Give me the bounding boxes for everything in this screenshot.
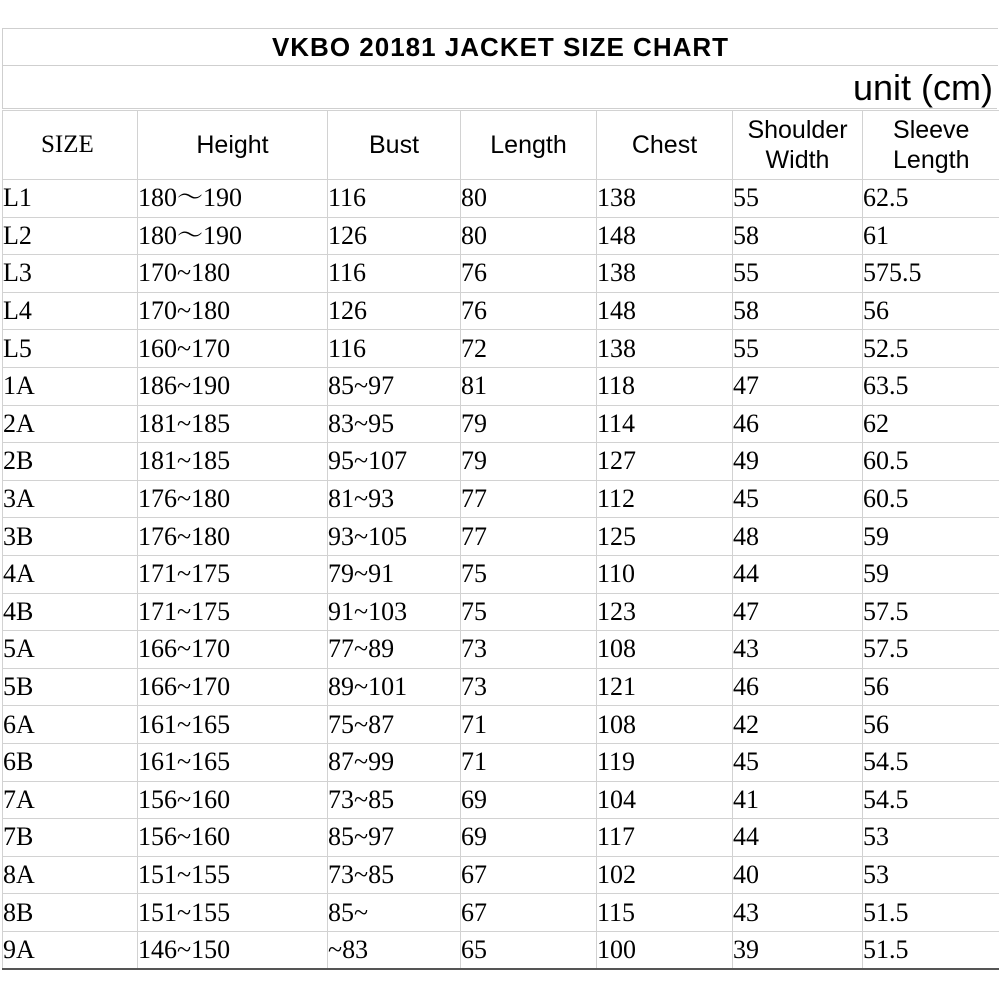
cell-height: 161~165 (138, 743, 328, 781)
cell-sleeve: 59 (863, 555, 999, 593)
table-row (3, 480, 999, 518)
cell-bust: 77~89 (328, 631, 461, 669)
cell-length: 76 (461, 292, 597, 330)
cell-sleeve: 54.5 (863, 781, 999, 819)
cell-length: 71 (461, 706, 597, 744)
cell-sleeve: 53 (863, 856, 999, 894)
cell-shoulder: 45 (733, 480, 863, 518)
size-table (2, 110, 999, 970)
cell-bust: 126 (328, 292, 461, 330)
cell-height: 151~155 (138, 856, 328, 894)
table-row (3, 631, 999, 669)
cell-sleeve: 60.5 (863, 443, 999, 481)
cell-shoulder: 45 (733, 743, 863, 781)
header-chest: Chest (597, 111, 733, 180)
cell-shoulder: 44 (733, 819, 863, 857)
table-row (3, 255, 999, 293)
cell-size: L2 (3, 217, 138, 255)
cell-size: 8A (3, 856, 138, 894)
cell-chest: 110 (597, 555, 733, 593)
cell-bust: 93~105 (328, 518, 461, 556)
cell-sleeve: 56 (863, 706, 999, 744)
cell-height: 160~170 (138, 330, 328, 368)
cell-size: 4B (3, 593, 138, 631)
cell-height: 166~170 (138, 631, 328, 669)
table-row (3, 856, 999, 894)
header-bust: Bust (328, 111, 461, 180)
cell-chest: 138 (597, 330, 733, 368)
cell-shoulder: 39 (733, 931, 863, 969)
cell-chest: 108 (597, 706, 733, 744)
cell-chest: 102 (597, 856, 733, 894)
unit-label (2, 65, 997, 109)
cell-height: 146~150 (138, 931, 328, 969)
table-row (3, 555, 999, 593)
cell-bust: 79~91 (328, 555, 461, 593)
cell-height: 151~155 (138, 894, 328, 932)
cell-length: 75 (461, 555, 597, 593)
cell-sleeve: 62 (863, 405, 999, 443)
cell-height: 176~180 (138, 518, 328, 556)
cell-bust: 126 (328, 217, 461, 255)
table-row (3, 367, 999, 405)
cell-shoulder: 40 (733, 856, 863, 894)
cell-shoulder: 46 (733, 405, 863, 443)
cell-chest: 118 (597, 367, 733, 405)
table-row (3, 781, 999, 819)
cell-sleeve: 56 (863, 292, 999, 330)
cell-sleeve: 57.5 (863, 631, 999, 669)
table-row (3, 593, 999, 631)
cell-length: 77 (461, 518, 597, 556)
cell-length: 77 (461, 480, 597, 518)
cell-bust: 89~101 (328, 668, 461, 706)
cell-length: 69 (461, 819, 597, 857)
cell-chest: 138 (597, 180, 733, 218)
table-row (3, 931, 999, 969)
cell-height: 161~165 (138, 706, 328, 744)
cell-size: 1A (3, 367, 138, 405)
cell-shoulder: 46 (733, 668, 863, 706)
cell-bust: 85~97 (328, 367, 461, 405)
table-body (3, 180, 999, 970)
table-row (3, 217, 999, 255)
chart-title: VKBO 20181 JACKET SIZE CHART (2, 28, 998, 66)
cell-length: 67 (461, 856, 597, 894)
cell-sleeve: 53 (863, 819, 999, 857)
cell-length: 72 (461, 330, 597, 368)
table-row (3, 443, 999, 481)
cell-length: 80 (461, 217, 597, 255)
cell-bust: 95~107 (328, 443, 461, 481)
cell-sleeve: 54.5 (863, 743, 999, 781)
cell-shoulder: 55 (733, 180, 863, 218)
cell-bust: ~83 (328, 931, 461, 969)
cell-shoulder: 47 (733, 367, 863, 405)
cell-length: 73 (461, 668, 597, 706)
cell-length: 67 (461, 894, 597, 932)
header-size: SIZE (3, 111, 138, 180)
cell-sleeve: 52.5 (863, 330, 999, 368)
cell-height: 181~185 (138, 443, 328, 481)
cell-size: 6A (3, 706, 138, 744)
header-length: Length (461, 111, 597, 180)
cell-size: 5B (3, 668, 138, 706)
cell-height: 186~190 (138, 367, 328, 405)
cell-shoulder: 49 (733, 443, 863, 481)
cell-chest: 125 (597, 518, 733, 556)
cell-size: L1 (3, 180, 138, 218)
cell-chest: 121 (597, 668, 733, 706)
cell-shoulder: 55 (733, 255, 863, 293)
cell-size: 4A (3, 555, 138, 593)
table-row (3, 706, 999, 744)
cell-size: 5A (3, 631, 138, 669)
cell-shoulder: 42 (733, 706, 863, 744)
cell-sleeve: 59 (863, 518, 999, 556)
cell-height: 170~180 (138, 292, 328, 330)
cell-length: 69 (461, 781, 597, 819)
cell-height: 171~175 (138, 555, 328, 593)
cell-size: L4 (3, 292, 138, 330)
cell-length: 75 (461, 593, 597, 631)
table-row (3, 743, 999, 781)
cell-height: 171~175 (138, 593, 328, 631)
cell-size: 7B (3, 819, 138, 857)
table-row (3, 405, 999, 443)
cell-chest: 108 (597, 631, 733, 669)
cell-height: 166~170 (138, 668, 328, 706)
cell-height: 180～190 (138, 217, 328, 255)
cell-bust: 87~99 (328, 743, 461, 781)
cell-sleeve: 57.5 (863, 593, 999, 631)
unit-text: unit (cm) (852, 67, 993, 108)
header-sleeve-length: Sleeve Length (863, 111, 999, 180)
cell-bust: 83~95 (328, 405, 461, 443)
cell-bust: 91~103 (328, 593, 461, 631)
cell-shoulder: 43 (733, 894, 863, 932)
cell-height: 156~160 (138, 819, 328, 857)
cell-size: 6B (3, 743, 138, 781)
cell-bust: 73~85 (328, 856, 461, 894)
cell-height: 180～190 (138, 180, 328, 218)
cell-size: 8B (3, 894, 138, 932)
cell-sleeve: 56 (863, 668, 999, 706)
cell-bust: 85~ (328, 894, 461, 932)
cell-chest: 138 (597, 255, 733, 293)
cell-chest: 148 (597, 217, 733, 255)
cell-length: 79 (461, 405, 597, 443)
cell-chest: 123 (597, 593, 733, 631)
cell-size: 3B (3, 518, 138, 556)
cell-chest: 117 (597, 819, 733, 857)
cell-height: 181~185 (138, 405, 328, 443)
cell-length: 65 (461, 931, 597, 969)
table-row (3, 668, 999, 706)
cell-size: L3 (3, 255, 138, 293)
table-row (3, 292, 999, 330)
cell-shoulder: 41 (733, 781, 863, 819)
cell-length: 80 (461, 180, 597, 218)
cell-height: 156~160 (138, 781, 328, 819)
cell-chest: 114 (597, 405, 733, 443)
cell-chest: 112 (597, 480, 733, 518)
cell-shoulder: 44 (733, 555, 863, 593)
cell-sleeve: 51.5 (863, 931, 999, 969)
cell-length: 79 (461, 443, 597, 481)
cell-shoulder: 43 (733, 631, 863, 669)
cell-height: 176~180 (138, 480, 328, 518)
table-row (3, 330, 999, 368)
cell-size: 7A (3, 781, 138, 819)
cell-size: 2A (3, 405, 138, 443)
cell-length: 76 (461, 255, 597, 293)
cell-bust: 81~93 (328, 480, 461, 518)
cell-shoulder: 48 (733, 518, 863, 556)
cell-size: 3A (3, 480, 138, 518)
cell-size: 9A (3, 931, 138, 969)
cell-chest: 148 (597, 292, 733, 330)
cell-size: 2B (3, 443, 138, 481)
cell-shoulder: 58 (733, 217, 863, 255)
cell-sleeve: 61 (863, 217, 999, 255)
cell-length: 71 (461, 743, 597, 781)
cell-chest: 100 (597, 931, 733, 969)
cell-sleeve: 575.5 (863, 255, 999, 293)
cell-chest: 127 (597, 443, 733, 481)
cell-bust: 116 (328, 255, 461, 293)
cell-shoulder: 55 (733, 330, 863, 368)
cell-sleeve: 62.5 (863, 180, 999, 218)
cell-bust: 116 (328, 180, 461, 218)
cell-sleeve: 60.5 (863, 480, 999, 518)
cell-length: 81 (461, 367, 597, 405)
table-row (3, 819, 999, 857)
table-row (3, 894, 999, 932)
header-shoulder-width: Shoulder Width (733, 111, 863, 180)
table-row (3, 518, 999, 556)
cell-sleeve: 63.5 (863, 367, 999, 405)
cell-shoulder: 58 (733, 292, 863, 330)
cell-bust: 75~87 (328, 706, 461, 744)
cell-bust: 116 (328, 330, 461, 368)
header-height: Height (138, 111, 328, 180)
cell-chest: 115 (597, 894, 733, 932)
cell-chest: 119 (597, 743, 733, 781)
cell-bust: 73~85 (328, 781, 461, 819)
cell-height: 170~180 (138, 255, 328, 293)
cell-bust: 85~97 (328, 819, 461, 857)
cell-shoulder: 47 (733, 593, 863, 631)
table-row (3, 180, 999, 218)
cell-sleeve: 51.5 (863, 894, 999, 932)
cell-size: L5 (3, 330, 138, 368)
cell-chest: 104 (597, 781, 733, 819)
header-row (3, 111, 999, 180)
cell-length: 73 (461, 631, 597, 669)
